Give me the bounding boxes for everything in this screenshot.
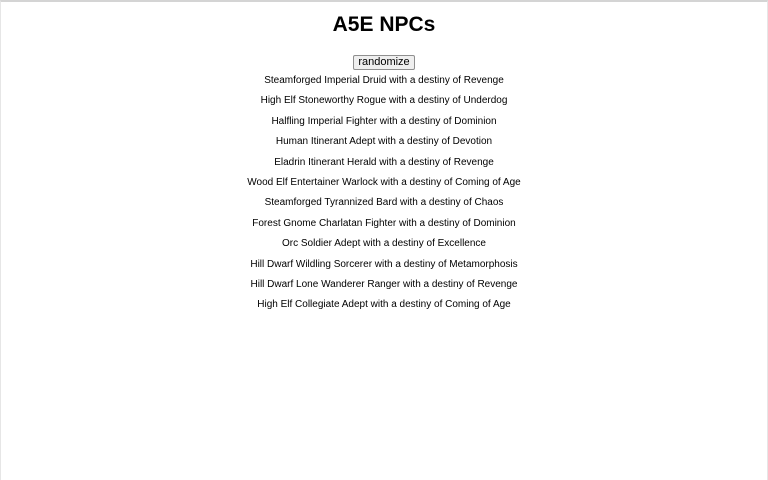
npc-item: Eladrin Itinerant Herald with a destiny of Revenge — [274, 156, 494, 168]
npc-item: Steamforged Imperial Druid with a destiny of Revenge — [264, 75, 504, 86]
npc-item: Halfling Imperial Fighter with a destiny of Dominion — [271, 115, 497, 127]
button-row — [1, 52, 767, 68]
npc-item: High Elf Stoneworthy Rogue with a destiny of Underdog — [260, 95, 508, 107]
npc-item: Hill Dwarf Wildling Sorcerer with a destiny of Metamorphosis — [250, 258, 518, 270]
npc-item: Wood Elf Entertainer Warlock with a destiny of Coming of Age — [247, 176, 521, 188]
npc-item: Orc Soldier Adept with a destiny of Excellence — [282, 238, 486, 250]
page-title: A5E NPCs — [332, 13, 436, 36]
npc-item: Human Itinerant Adept with a destiny of Devotion — [275, 136, 493, 148]
page — [1, 2, 767, 316]
npc-item: Hill Dwarf Lone Wanderer Ranger with a destiny of Revenge — [250, 278, 518, 290]
npc-item: Forest Gnome Charlatan Fighter with a destiny of Dominion — [252, 217, 516, 229]
npc-item: Steamforged Tyrannized Bard with a destiny of Chaos — [264, 197, 504, 209]
npc-item: High Elf Collegiate Adept with a destiny of Coming of Age — [257, 299, 511, 311]
npc-list — [1, 71, 767, 316]
randomize-button[interactable]: randomize — [353, 55, 414, 70]
